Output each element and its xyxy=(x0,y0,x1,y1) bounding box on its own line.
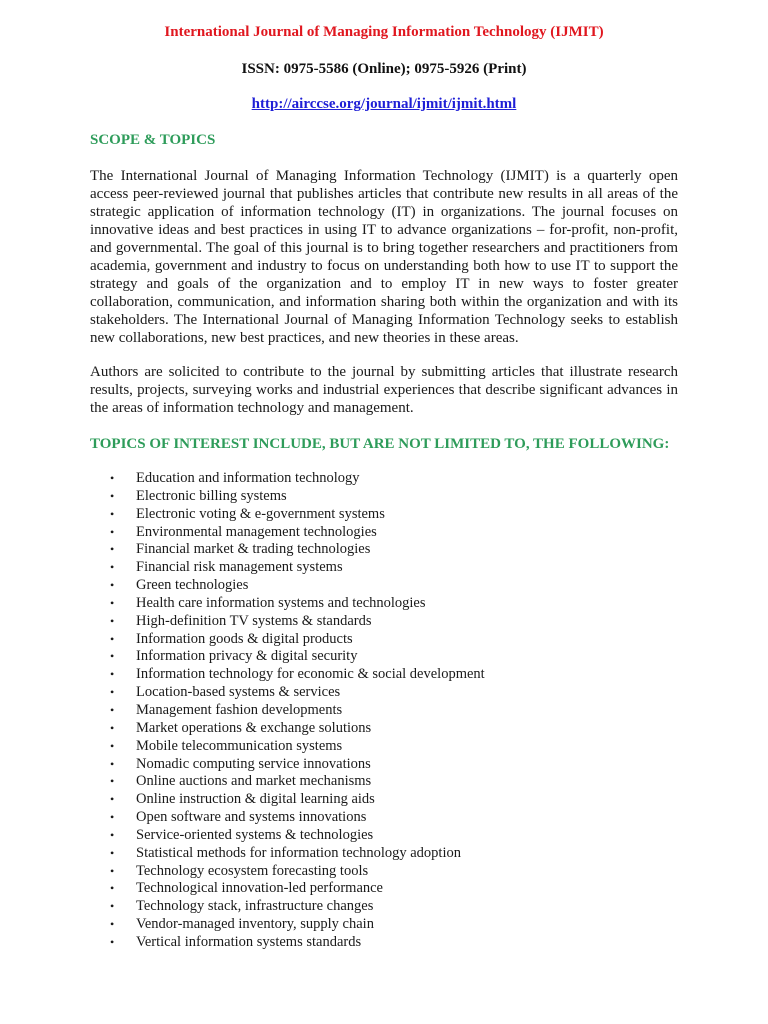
topic-label: Open software and systems innovations xyxy=(136,809,367,826)
topic-label: Statistical methods for information technology adoption xyxy=(136,844,461,861)
topic-label: Electronic voting & e-government systems xyxy=(136,505,385,522)
bullet-icon: • xyxy=(110,810,115,825)
journal-url-link[interactable]: http://airccse.org/journal/ijmit/ijmit.html xyxy=(251,96,517,112)
topic-list-item xyxy=(90,809,485,827)
bullet-icon: • xyxy=(110,471,115,485)
topic-list-item xyxy=(90,577,485,595)
bullet-icon: • xyxy=(110,631,115,646)
bullet-icon: • xyxy=(110,488,115,503)
bullet-icon: • xyxy=(110,917,115,932)
topic-label: Technological innovation-led performance xyxy=(136,880,383,897)
topic-list-item xyxy=(90,684,485,702)
issn-line: ISSN: 0975-5586 (Online); 0975-5926 (Print) xyxy=(241,61,527,77)
topic-label: Financial risk management systems xyxy=(136,559,343,576)
bullet-icon: • xyxy=(110,685,115,700)
topic-label: Online instruction & digital learning aids xyxy=(136,791,375,808)
topic-label: Technology ecosystem forecasting tools xyxy=(136,862,369,879)
topic-list-item xyxy=(90,916,485,934)
topic-list-item xyxy=(90,827,485,845)
topic-label: Service-oriented systems & technologies xyxy=(136,826,374,843)
topic-label: Green technologies xyxy=(136,577,249,594)
authors-paragraph: Authors are solicited to contribute to the journal by submitting articles that illustrate research results, projects, surveying works and industrial experiences that describe significant advances in the areas of information technology and management. xyxy=(90,364,678,416)
bullet-icon: • xyxy=(110,774,115,789)
journal-url xyxy=(0,95,768,113)
topic-label: Market operations & exchange solutions xyxy=(136,719,372,736)
topic-list-item xyxy=(90,720,485,738)
topic-list-item xyxy=(90,506,485,524)
topic-label: Information privacy & digital security xyxy=(136,648,358,665)
topic-list-item xyxy=(90,898,485,916)
bullet-icon: • xyxy=(110,667,115,682)
topic-list-item xyxy=(90,631,485,649)
topic-label: Mobile telecommunication systems xyxy=(136,737,343,754)
topic-label: Nomadic computing service innovations xyxy=(136,755,371,772)
scope-heading: SCOPE & TOPICS xyxy=(90,132,216,148)
bullet-icon: • xyxy=(110,595,115,610)
bullet-icon: • xyxy=(110,506,115,521)
bullet-icon: • xyxy=(110,720,115,735)
topics-list xyxy=(90,470,485,952)
bullet-icon: • xyxy=(110,613,115,628)
topic-label: Education and information technology xyxy=(136,470,360,486)
bullet-icon: • xyxy=(110,702,115,717)
topic-label: Health care information systems and technologies xyxy=(136,594,426,611)
topic-label: Vertical information systems standards xyxy=(136,933,362,950)
topic-list-item xyxy=(90,934,485,952)
bullet-icon: • xyxy=(110,524,115,539)
topic-list-item xyxy=(90,845,485,863)
bullet-icon: • xyxy=(110,542,115,557)
topic-label: Location-based systems & services xyxy=(136,684,341,701)
topic-label: High-definition TV systems & standards xyxy=(136,612,372,629)
topic-label: Electronic billing systems xyxy=(136,487,287,504)
topic-list-item xyxy=(90,613,485,631)
topic-list-item xyxy=(90,488,485,506)
topic-list-item xyxy=(90,738,485,756)
topic-list-item xyxy=(90,541,485,559)
topic-list-item xyxy=(90,666,485,684)
topic-list-item xyxy=(90,756,485,774)
scope-paragraph: The International Journal of Managing Information Technology (IJMIT) is a quarterly open access peer-reviewed journal that publishes articles that contribute new results in all areas of the strategic application of information technology (IT) in organizations. The journal focuses on innovative ideas and best practices in using IT to advance organizations – for-profit, non-profit, and governmental. The goal of this journal is to bring together researchers and practitioners from academia, government and industry to focus on understanding both how to use IT to support the strategy and goals of the organization and to employ IT in new ways to foster greater collaboration, communication, and information sharing both within the organization and with its stakeholders. The International Journal of Managing Information Technology seeks to establish new collaborations, new best practices, and new theories in these areas. xyxy=(90,168,678,346)
topic-label: Financial market & trading technologies xyxy=(136,541,371,558)
topic-label: Management fashion developments xyxy=(136,701,343,718)
bullet-icon: • xyxy=(110,738,115,753)
bullet-icon: • xyxy=(110,899,115,914)
topic-list-item xyxy=(90,470,485,488)
bullet-icon: • xyxy=(110,827,115,842)
bullet-icon: • xyxy=(110,756,115,771)
bullet-icon: • xyxy=(110,649,115,664)
topic-label: Environmental management technologies xyxy=(136,523,377,540)
bullet-icon: • xyxy=(110,934,115,949)
topic-label: Technology stack, infrastructure changes xyxy=(136,898,374,915)
bullet-icon: • xyxy=(110,792,115,807)
topic-list-item xyxy=(90,524,485,542)
topic-list-item xyxy=(90,595,485,613)
bullet-icon: • xyxy=(110,578,115,593)
topic-label: Online auctions and market mechanisms xyxy=(136,773,372,790)
topic-list-item xyxy=(90,773,485,791)
topic-list-item xyxy=(90,702,485,720)
bullet-icon: • xyxy=(110,881,115,896)
topic-list-item xyxy=(90,559,485,577)
topic-list-item xyxy=(90,648,485,666)
bullet-icon: • xyxy=(110,560,115,575)
topic-label: Vendor-managed inventory, supply chain xyxy=(136,916,374,933)
topic-label: Information goods & digital products xyxy=(136,630,353,647)
journal-title: International Journal of Managing Information Technology (IJMIT) xyxy=(164,24,604,40)
topics-heading: TOPICS OF INTEREST INCLUDE, BUT ARE NOT LIMITED TO, THE FOLLOWING: xyxy=(90,436,670,452)
bullet-icon: • xyxy=(110,863,115,878)
topic-list-item xyxy=(90,791,485,809)
topic-label: Information technology for economic & social development xyxy=(136,666,485,683)
bullet-icon: • xyxy=(110,845,115,860)
topic-list-item xyxy=(90,880,485,898)
topic-list-item xyxy=(90,863,485,881)
